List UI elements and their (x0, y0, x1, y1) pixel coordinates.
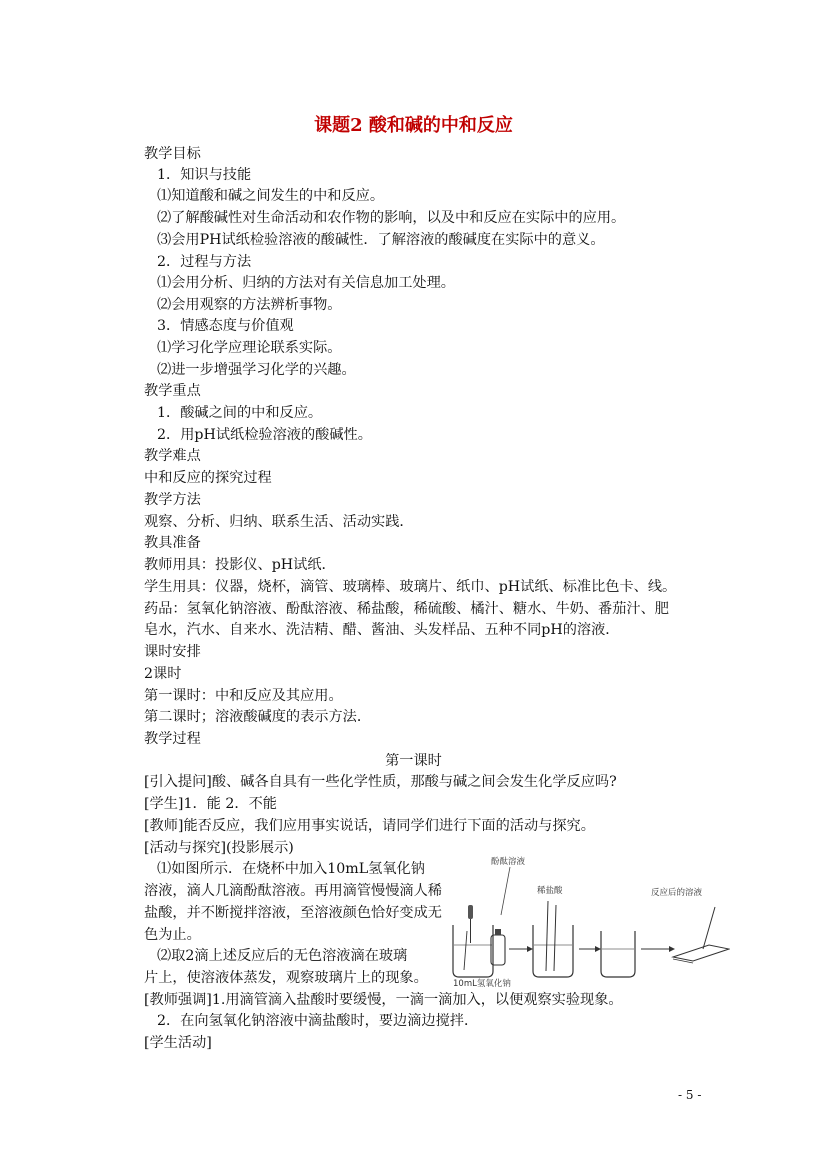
experiment-diagram (445, 853, 730, 993)
text-line: 1．酸碱之间的中和反应。 (157, 405, 323, 421)
dropper-bulb (468, 905, 473, 919)
text-line: ⑴学习化学应理论联系实际。 (157, 340, 342, 356)
glass-rod (464, 931, 467, 970)
glass-rod-2 (554, 905, 556, 971)
experiment-figure (445, 853, 730, 993)
text-line: 片上，使溶液体蒸发，观察玻璃片上的现象。 (144, 970, 428, 986)
text-line: 皂水，汽水、自来水、洗洁精、醋、酱油、头发样品、五种不同pH的溶液． (144, 622, 620, 638)
text-line: [活动与探究](投影展示) (144, 840, 294, 856)
section-heading: 教学过程 (144, 731, 201, 747)
dropper-tube-2 (546, 901, 548, 971)
text-line: 教师用具：投影仪、pH试纸． (144, 557, 336, 573)
text-line: ⑶会用PH试纸检验溶液的酸碱性．了解溶液的酸碱度在实际中的意义。 (157, 232, 605, 248)
text-line: 盐酸，并不断搅拌溶液，至溶液颜色恰好变成无 (144, 905, 442, 921)
beaker-2 (533, 925, 573, 977)
section-heading: 教学难点 (144, 448, 201, 464)
text-line: [引入提问]酸、碱各自具有一些化学性质，那酸与碱之间会发生化学反应吗? (144, 774, 617, 790)
text-line: 1．知识与技能 (157, 167, 252, 183)
text-line: ⑵取2滴上述反应后的无色溶液滴在玻璃 (157, 948, 408, 964)
figure-label-naoh: 10mL氢氧化钠 (453, 979, 511, 989)
text-line: 学生用具：仪器，烧杯，滴管、玻璃棒、玻璃片、纸巾、pH试纸、标准比色卡、线。 (144, 579, 677, 595)
section-heading: 教学重点 (144, 383, 201, 399)
section-heading: 课时安排 (144, 644, 201, 660)
glass-slide-edge (673, 959, 693, 963)
text-line: ⑴会用分析、归纳的方法对有关信息加工处理。 (157, 275, 455, 291)
text-line: ⑵了解酸碱性对生命活动和农作物的影响，以及中和反应在实际中的应用。 (157, 210, 626, 226)
text-line: 2．过程与方法 (157, 254, 252, 270)
figure-label-hcl: 稀盐酸 (537, 886, 563, 896)
text-line: ⑵会用观察的方法辨析事物。 (157, 297, 342, 313)
beaker-3 (601, 931, 635, 977)
section-heading: 教学目标 (144, 146, 201, 162)
glass-rod-3 (703, 907, 715, 949)
arrow-2-head (595, 946, 601, 952)
arrow-1-head (527, 946, 533, 952)
text-line: 溶液，滴人几滴酚酞溶液。再用滴管慢慢滴人稀 (144, 883, 442, 899)
leader-line (501, 867, 510, 915)
text-line: 2．在向氢氧化钠溶液中滴盐酸时，要边滴边搅拌． (157, 1013, 479, 1029)
page-number: - 5 - (678, 1088, 702, 1102)
page-title: 课题2 酸和碱的中和反应 (314, 115, 513, 136)
text-line: 观察、分析、归纳、联系生活、活动实践． (144, 514, 414, 530)
text-line: 药品：氢氧化钠溶液、酚酞溶液、稀盐酸，稀硫酸、橘汁、糖水、牛奶、番茄汁、肥 (144, 601, 669, 617)
text-line: [学生活动] (144, 1035, 212, 1051)
text-line: [学生]1．能 2．不能 (144, 796, 277, 812)
text-line: ⑵进一步增强学习化学的兴趣。 (157, 362, 356, 378)
text-line: [教师]能否反应，我们应用事实说话，请同学们进行下面的活动与探究。 (144, 818, 595, 834)
text-line: [教师强调]1.用滴管滴入盐酸时要缓慢，一滴一滴加入，以便观察实验现象。 (144, 992, 623, 1008)
text-line: 2．用pH试纸检验溶液的酸碱性。 (157, 427, 372, 443)
glass-slide (673, 945, 729, 961)
text-line: ⑴知道酸和碱之间发生的中和反应。 (157, 188, 385, 204)
section-heading: 教具准备 (144, 535, 201, 551)
text-line: ⑴如图所示．在烧杯中加入10mL氢氧化钠 (157, 861, 425, 877)
section-heading: 教学方法 (144, 492, 201, 508)
figure-label-phenolphthalein: 酚酞溶液 (491, 857, 526, 867)
text-line: 2课时 (144, 666, 182, 682)
figure-label-after: 反应后的溶液 (651, 888, 703, 898)
bottle-cap (495, 929, 501, 935)
text-line: 3．情感态度与价值观 (157, 318, 294, 334)
subsection-heading: 第一课时 (385, 753, 442, 769)
beaker-1 (453, 925, 493, 977)
text-line: 中和反应的探究过程 (144, 470, 272, 486)
text-line: 第一课时：中和反应及其应用。 (144, 688, 343, 704)
text-line: 第二课时；溶液酸碱度的表示方法． (144, 709, 372, 725)
text-line: 色为止。 (144, 927, 201, 943)
arrow-3-head (669, 946, 675, 952)
